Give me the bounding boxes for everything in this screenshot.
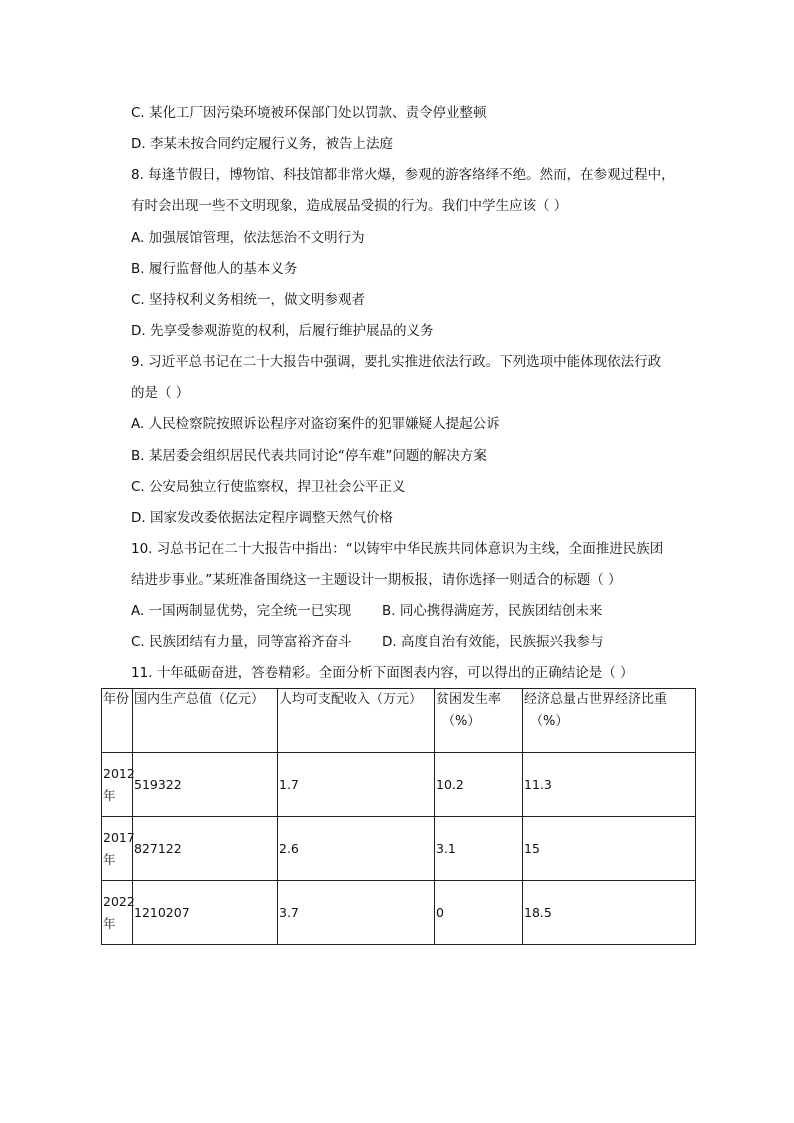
- header-year: 年份: [102, 689, 133, 753]
- header-share-unit: （%）: [530, 714, 569, 729]
- year-unit: 年: [103, 787, 116, 803]
- cell-poverty: 3.1: [435, 817, 523, 881]
- year-value: 2017: [103, 829, 135, 845]
- header-poverty: [435, 689, 523, 753]
- q9-option-b: B. 某居委会组织居民代表共同讨论“停车难”问题的解决方案: [131, 448, 487, 464]
- cell-poverty: 0: [435, 881, 523, 945]
- q9-stem-line-1: 9. 习近平总书记在二十大报告中强调，要扎实推进依法行政。下列选项中能体现依法行政: [131, 354, 662, 370]
- year-unit: 年: [103, 851, 116, 867]
- q9-stem-line-2: 的是（ ）: [131, 385, 190, 401]
- cell-year: [102, 881, 133, 945]
- q10-stem-line-2: 结进步事业。”某班准备围绕这一主题设计一期板报，请你选择一则适合的标题（ ）: [131, 572, 622, 588]
- cell-gdp: 827122: [133, 817, 278, 881]
- table-row: [102, 753, 696, 817]
- cell-share: 18.5: [523, 881, 696, 945]
- table-row: [102, 817, 696, 881]
- q8-option-b: B. 履行监督他人的基本义务: [131, 261, 298, 277]
- cell-income: 2.6: [278, 817, 435, 881]
- q8-option-c: C. 坚持权利义务相统一，做文明参观者: [131, 292, 366, 308]
- cell-income: 1.7: [278, 753, 435, 817]
- q10-option-b: B. 同心携得满庭芳，民族团结创未来: [382, 603, 603, 619]
- statistics-table: [101, 688, 696, 945]
- q8-stem-line-1: 8. 每逢节假日，博物馆、科技馆都非常火爆，参观的游客络绎不绝。然而，在参观过程中，: [131, 167, 675, 183]
- header-share-label: 经济总量占世界经济比重: [524, 692, 668, 707]
- q7-option-d: D. 李某未按合同约定履行义务，被告上法庭: [131, 136, 393, 152]
- cell-share: 11.3: [523, 753, 696, 817]
- cell-year: [102, 817, 133, 881]
- q10-option-a: A. 一国两制显优势，完全统一已实现: [131, 603, 352, 619]
- header-share: [523, 689, 696, 753]
- cell-share: 15: [523, 817, 696, 881]
- header-gdp: 国内生产总值（亿元）: [133, 689, 278, 753]
- header-income: 人均可支配收入（万元）: [278, 689, 435, 753]
- year-unit: 年: [103, 915, 116, 931]
- q8-option-a: A. 加强展馆管理，依法惩治不文明行为: [131, 230, 365, 246]
- cell-gdp: 519322: [133, 753, 278, 817]
- year-value: 2012: [103, 765, 135, 781]
- header-poverty-unit: （%）: [442, 714, 481, 729]
- cell-year: [102, 753, 133, 817]
- cell-gdp: 1210207: [133, 881, 278, 945]
- q10-option-c: C. 民族团结有力量，同等富裕齐奋斗: [131, 634, 352, 650]
- table-header-row: [102, 689, 696, 753]
- q9-option-d: D. 国家发改委依据法定程序调整天然气价格: [131, 510, 393, 526]
- table-row: [102, 881, 696, 945]
- q7-option-c: C. 某化工厂因污染环境被环保部门处以罚款、责令停业整顿: [131, 105, 487, 121]
- cell-poverty: 10.2: [435, 753, 523, 817]
- q8-option-d: D. 先享受参观游览的权利，后履行维护展品的义务: [131, 323, 434, 339]
- header-poverty-label: 贫困发生率: [436, 692, 502, 707]
- q9-option-a: A. 人民检察院按照诉讼程序对盗窃案件的犯罪嫌疑人提起公诉: [131, 416, 500, 432]
- q8-stem-line-2: 有时会出现一些不文明现象，造成展品受损的行为。我们中学生应该（ ）: [131, 198, 568, 214]
- q11-stem: 11. 十年砥砺奋进，答卷精彩。全面分析下面图表内容，可以得出的正确结论是（ ）: [131, 665, 634, 681]
- q9-option-c: C. 公安局独立行使监察权，捍卫社会公平正义: [131, 479, 406, 495]
- year-value: 2022: [103, 893, 135, 909]
- q10-option-d: D. 高度自治有效能，民族振兴我参与: [382, 634, 604, 650]
- cell-income: 3.7: [278, 881, 435, 945]
- q10-stem-line-1: 10. 习总书记在二十大报告中指出：“以铸牢中华民族共同体意识为主线，全面推进民族团: [131, 541, 664, 557]
